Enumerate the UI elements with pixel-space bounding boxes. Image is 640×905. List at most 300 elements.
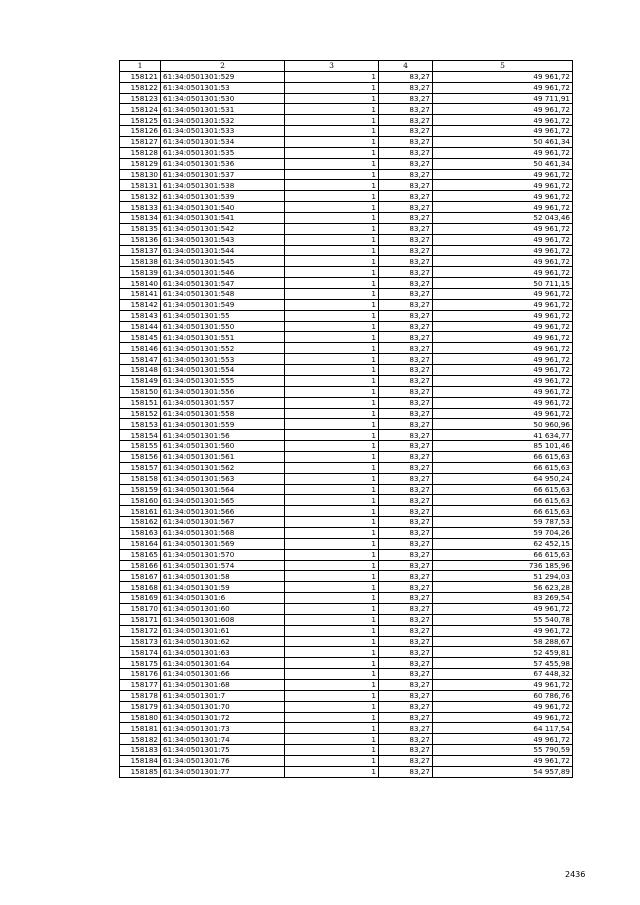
cadastral-number: 61:34:0501301:549 bbox=[161, 299, 285, 310]
table-row bbox=[120, 658, 573, 669]
row-number: 158159 bbox=[120, 484, 161, 495]
cadastral-number: 61:34:0501301:544 bbox=[161, 245, 285, 256]
amount-cell: 49 961,72 bbox=[433, 147, 573, 158]
cadastral-number: 61:34:0501301:555 bbox=[161, 375, 285, 386]
table-row bbox=[120, 332, 573, 343]
table-row bbox=[120, 484, 573, 495]
cadastral-number: 61:34:0501301:550 bbox=[161, 321, 285, 332]
count-cell: 1 bbox=[285, 332, 379, 343]
cadastral-number: 61:34:0501301:608 bbox=[161, 614, 285, 625]
value-cell: 83,27 bbox=[379, 538, 433, 549]
cadastral-number: 61:34:0501301:558 bbox=[161, 408, 285, 419]
table-row bbox=[120, 278, 573, 289]
value-cell: 83,27 bbox=[379, 473, 433, 484]
cadastral-number: 61:34:0501301:70 bbox=[161, 701, 285, 712]
count-cell: 1 bbox=[285, 408, 379, 419]
cadastral-number: 61:34:0501301:535 bbox=[161, 147, 285, 158]
count-cell: 1 bbox=[285, 202, 379, 213]
table-row bbox=[120, 158, 573, 169]
cadastral-number: 61:34:0501301:557 bbox=[161, 397, 285, 408]
table-row bbox=[120, 636, 573, 647]
row-number: 158163 bbox=[120, 527, 161, 538]
count-cell: 1 bbox=[285, 647, 379, 658]
cadastral-number: 61:34:0501301:541 bbox=[161, 213, 285, 224]
table-row bbox=[120, 734, 573, 745]
cadastral-number: 61:34:0501301:530 bbox=[161, 93, 285, 104]
cadastral-number: 61:34:0501301:569 bbox=[161, 538, 285, 549]
cadastral-number: 61:34:0501301:536 bbox=[161, 158, 285, 169]
count-cell: 1 bbox=[285, 137, 379, 148]
count-cell: 1 bbox=[285, 756, 379, 767]
cadastral-number: 61:34:0501301:63 bbox=[161, 647, 285, 658]
value-cell: 83,27 bbox=[379, 397, 433, 408]
row-number: 158182 bbox=[120, 734, 161, 745]
table-row bbox=[120, 126, 573, 137]
amount-cell: 49 961,72 bbox=[433, 712, 573, 723]
amount-cell: 49 961,72 bbox=[433, 180, 573, 191]
row-number: 158139 bbox=[120, 267, 161, 278]
row-number: 158170 bbox=[120, 603, 161, 614]
value-cell: 83,27 bbox=[379, 582, 433, 593]
table-row bbox=[120, 147, 573, 158]
amount-cell: 49 961,72 bbox=[433, 386, 573, 397]
count-cell: 1 bbox=[285, 473, 379, 484]
amount-cell: 57 455,98 bbox=[433, 658, 573, 669]
amount-cell: 50 960,96 bbox=[433, 419, 573, 430]
count-cell: 1 bbox=[285, 343, 379, 354]
count-cell: 1 bbox=[285, 375, 379, 386]
count-cell: 1 bbox=[285, 571, 379, 582]
table-row bbox=[120, 582, 573, 593]
count-cell: 1 bbox=[285, 734, 379, 745]
table-row bbox=[120, 408, 573, 419]
value-cell: 83,27 bbox=[379, 234, 433, 245]
amount-cell: 49 961,72 bbox=[433, 343, 573, 354]
amount-cell: 49 961,72 bbox=[433, 104, 573, 115]
amount-cell: 49 961,72 bbox=[433, 289, 573, 300]
value-cell: 83,27 bbox=[379, 571, 433, 582]
count-cell: 1 bbox=[285, 766, 379, 777]
cadastral-number: 61:34:0501301:564 bbox=[161, 484, 285, 495]
value-cell: 83,27 bbox=[379, 625, 433, 636]
count-cell: 1 bbox=[285, 191, 379, 202]
count-cell: 1 bbox=[285, 278, 379, 289]
count-cell: 1 bbox=[285, 506, 379, 517]
amount-cell: 49 961,72 bbox=[433, 71, 573, 82]
table-row bbox=[120, 647, 573, 658]
table-row bbox=[120, 571, 573, 582]
value-cell: 83,27 bbox=[379, 430, 433, 441]
amount-cell: 66 615,63 bbox=[433, 462, 573, 473]
value-cell: 83,27 bbox=[379, 701, 433, 712]
cadastral-number: 61:34:0501301:64 bbox=[161, 658, 285, 669]
value-cell: 83,27 bbox=[379, 441, 433, 452]
table-row bbox=[120, 495, 573, 506]
count-cell: 1 bbox=[285, 115, 379, 126]
value-cell: 83,27 bbox=[379, 343, 433, 354]
row-number: 158155 bbox=[120, 441, 161, 452]
value-cell: 83,27 bbox=[379, 419, 433, 430]
cadastral-number: 61:34:0501301:531 bbox=[161, 104, 285, 115]
count-cell: 1 bbox=[285, 517, 379, 528]
table-row bbox=[120, 538, 573, 549]
value-cell: 83,27 bbox=[379, 310, 433, 321]
row-number: 158150 bbox=[120, 386, 161, 397]
row-number: 158172 bbox=[120, 625, 161, 636]
value-cell: 83,27 bbox=[379, 213, 433, 224]
cadastral-number: 61:34:0501301:553 bbox=[161, 354, 285, 365]
cadastral-number: 61:34:0501301:56 bbox=[161, 430, 285, 441]
count-cell: 1 bbox=[285, 419, 379, 430]
count-cell: 1 bbox=[285, 223, 379, 234]
column-header: 2 bbox=[161, 61, 285, 72]
count-cell: 1 bbox=[285, 256, 379, 267]
cadastral-number: 61:34:0501301:540 bbox=[161, 202, 285, 213]
value-cell: 83,27 bbox=[379, 647, 433, 658]
row-number: 158140 bbox=[120, 278, 161, 289]
row-number: 158165 bbox=[120, 549, 161, 560]
amount-cell: 60 786,76 bbox=[433, 690, 573, 701]
amount-cell: 59 704,26 bbox=[433, 527, 573, 538]
amount-cell: 50 461,34 bbox=[433, 137, 573, 148]
cadastral-number: 61:34:0501301:60 bbox=[161, 603, 285, 614]
row-number: 158183 bbox=[120, 745, 161, 756]
cadastral-number: 61:34:0501301:563 bbox=[161, 473, 285, 484]
value-cell: 83,27 bbox=[379, 147, 433, 158]
count-cell: 1 bbox=[285, 169, 379, 180]
count-cell: 1 bbox=[285, 180, 379, 191]
value-cell: 83,27 bbox=[379, 332, 433, 343]
amount-cell: 55 540,78 bbox=[433, 614, 573, 625]
cadastral-number: 61:34:0501301:534 bbox=[161, 137, 285, 148]
amount-cell: 49 961,72 bbox=[433, 734, 573, 745]
cadastral-number: 61:34:0501301:560 bbox=[161, 441, 285, 452]
count-cell: 1 bbox=[285, 441, 379, 452]
amount-cell: 66 615,63 bbox=[433, 506, 573, 517]
value-cell: 83,27 bbox=[379, 723, 433, 734]
cadastral-number: 61:34:0501301:548 bbox=[161, 289, 285, 300]
amount-cell: 49 961,72 bbox=[433, 365, 573, 376]
amount-cell: 49 961,72 bbox=[433, 354, 573, 365]
count-cell: 1 bbox=[285, 365, 379, 376]
table-row bbox=[120, 462, 573, 473]
amount-cell: 64 950,24 bbox=[433, 473, 573, 484]
count-cell: 1 bbox=[285, 213, 379, 224]
cadastral-number: 61:34:0501301:66 bbox=[161, 669, 285, 680]
count-cell: 1 bbox=[285, 462, 379, 473]
count-cell: 1 bbox=[285, 430, 379, 441]
cadastral-number: 61:34:0501301:565 bbox=[161, 495, 285, 506]
amount-cell: 736 185,96 bbox=[433, 560, 573, 571]
page-number: 2436 bbox=[565, 870, 586, 879]
cadastral-number: 61:34:0501301:68 bbox=[161, 679, 285, 690]
table-row bbox=[120, 82, 573, 93]
table-body bbox=[120, 71, 573, 777]
count-cell: 1 bbox=[285, 245, 379, 256]
row-number: 158178 bbox=[120, 690, 161, 701]
count-cell: 1 bbox=[285, 538, 379, 549]
cadastral-number: 61:34:0501301:7 bbox=[161, 690, 285, 701]
column-header: 5 bbox=[433, 61, 573, 72]
table-row bbox=[120, 745, 573, 756]
row-number: 158142 bbox=[120, 299, 161, 310]
amount-cell: 50 711,15 bbox=[433, 278, 573, 289]
amount-cell: 49 961,72 bbox=[433, 701, 573, 712]
cadastral-number: 61:34:0501301:543 bbox=[161, 234, 285, 245]
row-number: 158145 bbox=[120, 332, 161, 343]
amount-cell: 64 117,54 bbox=[433, 723, 573, 734]
row-number: 158147 bbox=[120, 354, 161, 365]
value-cell: 83,27 bbox=[379, 517, 433, 528]
amount-cell: 67 448,32 bbox=[433, 669, 573, 680]
table-row bbox=[120, 245, 573, 256]
count-cell: 1 bbox=[285, 354, 379, 365]
amount-cell: 49 961,72 bbox=[433, 625, 573, 636]
cadastral-number: 61:34:0501301:542 bbox=[161, 223, 285, 234]
cadastral-number: 61:34:0501301:562 bbox=[161, 462, 285, 473]
row-number: 158153 bbox=[120, 419, 161, 430]
value-cell: 83,27 bbox=[379, 267, 433, 278]
count-cell: 1 bbox=[285, 658, 379, 669]
row-number: 158176 bbox=[120, 669, 161, 680]
value-cell: 83,27 bbox=[379, 93, 433, 104]
value-cell: 83,27 bbox=[379, 191, 433, 202]
amount-cell: 52 459,81 bbox=[433, 647, 573, 658]
table-row bbox=[120, 560, 573, 571]
cadastral-number: 61:34:0501301:566 bbox=[161, 506, 285, 517]
row-number: 158177 bbox=[120, 679, 161, 690]
amount-cell: 56 623,28 bbox=[433, 582, 573, 593]
value-cell: 83,27 bbox=[379, 462, 433, 473]
amount-cell: 49 961,72 bbox=[433, 202, 573, 213]
table-row bbox=[120, 93, 573, 104]
value-cell: 83,27 bbox=[379, 484, 433, 495]
value-cell: 83,27 bbox=[379, 158, 433, 169]
row-number: 158148 bbox=[120, 365, 161, 376]
table-row bbox=[120, 614, 573, 625]
row-number: 158135 bbox=[120, 223, 161, 234]
table-row bbox=[120, 430, 573, 441]
row-number: 158156 bbox=[120, 451, 161, 462]
count-cell: 1 bbox=[285, 484, 379, 495]
table-row bbox=[120, 354, 573, 365]
cadastral-number: 61:34:0501301:532 bbox=[161, 115, 285, 126]
row-number: 158149 bbox=[120, 375, 161, 386]
count-cell: 1 bbox=[285, 582, 379, 593]
cadastral-number: 61:34:0501301:55 bbox=[161, 310, 285, 321]
cadastral-number: 61:34:0501301:545 bbox=[161, 256, 285, 267]
row-number: 158143 bbox=[120, 310, 161, 321]
cadastral-number: 61:34:0501301:568 bbox=[161, 527, 285, 538]
cadastral-number: 61:34:0501301:58 bbox=[161, 571, 285, 582]
amount-cell: 49 961,72 bbox=[433, 169, 573, 180]
row-number: 158144 bbox=[120, 321, 161, 332]
row-number: 158123 bbox=[120, 93, 161, 104]
count-cell: 1 bbox=[285, 614, 379, 625]
cadastral-number: 61:34:0501301:539 bbox=[161, 191, 285, 202]
row-number: 158184 bbox=[120, 756, 161, 767]
table-row bbox=[120, 386, 573, 397]
row-number: 158168 bbox=[120, 582, 161, 593]
count-cell: 1 bbox=[285, 745, 379, 756]
cadastral-number: 61:34:0501301:537 bbox=[161, 169, 285, 180]
column-header: 3 bbox=[285, 61, 379, 72]
table-row bbox=[120, 690, 573, 701]
row-number: 158185 bbox=[120, 766, 161, 777]
table-row bbox=[120, 669, 573, 680]
row-number: 158167 bbox=[120, 571, 161, 582]
count-cell: 1 bbox=[285, 126, 379, 137]
value-cell: 83,27 bbox=[379, 386, 433, 397]
value-cell: 83,27 bbox=[379, 256, 433, 267]
row-number: 158141 bbox=[120, 289, 161, 300]
amount-cell: 52 043,46 bbox=[433, 213, 573, 224]
table-row bbox=[120, 549, 573, 560]
row-number: 158151 bbox=[120, 397, 161, 408]
table-row bbox=[120, 593, 573, 604]
cadastral-number: 61:34:0501301:73 bbox=[161, 723, 285, 734]
row-number: 158161 bbox=[120, 506, 161, 517]
amount-cell: 49 961,72 bbox=[433, 256, 573, 267]
row-number: 158166 bbox=[120, 560, 161, 571]
count-cell: 1 bbox=[285, 495, 379, 506]
value-cell: 83,27 bbox=[379, 137, 433, 148]
count-cell: 1 bbox=[285, 593, 379, 604]
count-cell: 1 bbox=[285, 386, 379, 397]
count-cell: 1 bbox=[285, 669, 379, 680]
table-row bbox=[120, 202, 573, 213]
value-cell: 83,27 bbox=[379, 180, 433, 191]
row-number: 158131 bbox=[120, 180, 161, 191]
row-number: 158121 bbox=[120, 71, 161, 82]
count-cell: 1 bbox=[285, 267, 379, 278]
row-number: 158124 bbox=[120, 104, 161, 115]
table-row bbox=[120, 223, 573, 234]
value-cell: 83,27 bbox=[379, 636, 433, 647]
row-number: 158164 bbox=[120, 538, 161, 549]
count-cell: 1 bbox=[285, 104, 379, 115]
count-cell: 1 bbox=[285, 158, 379, 169]
value-cell: 83,27 bbox=[379, 745, 433, 756]
row-number: 158129 bbox=[120, 158, 161, 169]
row-number: 158126 bbox=[120, 126, 161, 137]
value-cell: 83,27 bbox=[379, 278, 433, 289]
count-cell: 1 bbox=[285, 289, 379, 300]
cadastral-number: 61:34:0501301:538 bbox=[161, 180, 285, 191]
row-number: 158174 bbox=[120, 647, 161, 658]
table-row bbox=[120, 234, 573, 245]
amount-cell: 49 961,72 bbox=[433, 82, 573, 93]
table-row bbox=[120, 71, 573, 82]
count-cell: 1 bbox=[285, 147, 379, 158]
table-row bbox=[120, 299, 573, 310]
count-cell: 1 bbox=[285, 234, 379, 245]
amount-cell: 49 961,72 bbox=[433, 234, 573, 245]
amount-cell: 66 615,63 bbox=[433, 549, 573, 560]
value-cell: 83,27 bbox=[379, 766, 433, 777]
table-row bbox=[120, 137, 573, 148]
amount-cell: 49 961,72 bbox=[433, 191, 573, 202]
cadastral-number: 61:34:0501301:574 bbox=[161, 560, 285, 571]
amount-cell: 49 961,72 bbox=[433, 375, 573, 386]
value-cell: 83,27 bbox=[379, 299, 433, 310]
cadastral-number: 61:34:0501301:74 bbox=[161, 734, 285, 745]
cadastral-number: 61:34:0501301:6 bbox=[161, 593, 285, 604]
count-cell: 1 bbox=[285, 636, 379, 647]
table-row bbox=[120, 473, 573, 484]
table-row bbox=[120, 506, 573, 517]
table-row bbox=[120, 180, 573, 191]
amount-cell: 66 615,63 bbox=[433, 484, 573, 495]
amount-cell: 83 269,54 bbox=[433, 593, 573, 604]
value-cell: 83,27 bbox=[379, 375, 433, 386]
count-cell: 1 bbox=[285, 701, 379, 712]
value-cell: 83,27 bbox=[379, 603, 433, 614]
column-header: 1 bbox=[120, 61, 161, 72]
row-number: 158173 bbox=[120, 636, 161, 647]
table-row bbox=[120, 104, 573, 115]
row-number: 158138 bbox=[120, 256, 161, 267]
table-row bbox=[120, 756, 573, 767]
amount-cell: 50 461,34 bbox=[433, 158, 573, 169]
count-cell: 1 bbox=[285, 560, 379, 571]
table-row bbox=[120, 267, 573, 278]
cadastral-number: 61:34:0501301:59 bbox=[161, 582, 285, 593]
row-number: 158132 bbox=[120, 191, 161, 202]
count-cell: 1 bbox=[285, 679, 379, 690]
table-row bbox=[120, 213, 573, 224]
cadastral-number: 61:34:0501301:546 bbox=[161, 267, 285, 278]
column-header: 4 bbox=[379, 61, 433, 72]
value-cell: 83,27 bbox=[379, 734, 433, 745]
amount-cell: 49 961,72 bbox=[433, 603, 573, 614]
amount-cell: 49 961,72 bbox=[433, 245, 573, 256]
row-number: 158152 bbox=[120, 408, 161, 419]
row-number: 158137 bbox=[120, 245, 161, 256]
amount-cell: 49 961,72 bbox=[433, 397, 573, 408]
value-cell: 83,27 bbox=[379, 506, 433, 517]
value-cell: 83,27 bbox=[379, 549, 433, 560]
value-cell: 83,27 bbox=[379, 104, 433, 115]
value-cell: 83,27 bbox=[379, 126, 433, 137]
value-cell: 83,27 bbox=[379, 82, 433, 93]
count-cell: 1 bbox=[285, 723, 379, 734]
table-row bbox=[120, 256, 573, 267]
cadastral-number: 61:34:0501301:75 bbox=[161, 745, 285, 756]
row-number: 158169 bbox=[120, 593, 161, 604]
table-row bbox=[120, 712, 573, 723]
row-number: 158146 bbox=[120, 343, 161, 354]
value-cell: 83,27 bbox=[379, 658, 433, 669]
value-cell: 83,27 bbox=[379, 365, 433, 376]
count-cell: 1 bbox=[285, 321, 379, 332]
cadastral-number: 61:34:0501301:76 bbox=[161, 756, 285, 767]
table-row bbox=[120, 191, 573, 202]
value-cell: 83,27 bbox=[379, 756, 433, 767]
amount-cell: 49 961,72 bbox=[433, 321, 573, 332]
row-number: 158127 bbox=[120, 137, 161, 148]
amount-cell: 62 452,15 bbox=[433, 538, 573, 549]
cadastral-number: 61:34:0501301:533 bbox=[161, 126, 285, 137]
row-number: 158175 bbox=[120, 658, 161, 669]
amount-cell: 49 961,72 bbox=[433, 408, 573, 419]
cadastral-number: 61:34:0501301:551 bbox=[161, 332, 285, 343]
row-number: 158157 bbox=[120, 462, 161, 473]
table-row bbox=[120, 375, 573, 386]
table-row bbox=[120, 343, 573, 354]
amount-cell: 54 957,89 bbox=[433, 766, 573, 777]
cadastral-number: 61:34:0501301:554 bbox=[161, 365, 285, 376]
